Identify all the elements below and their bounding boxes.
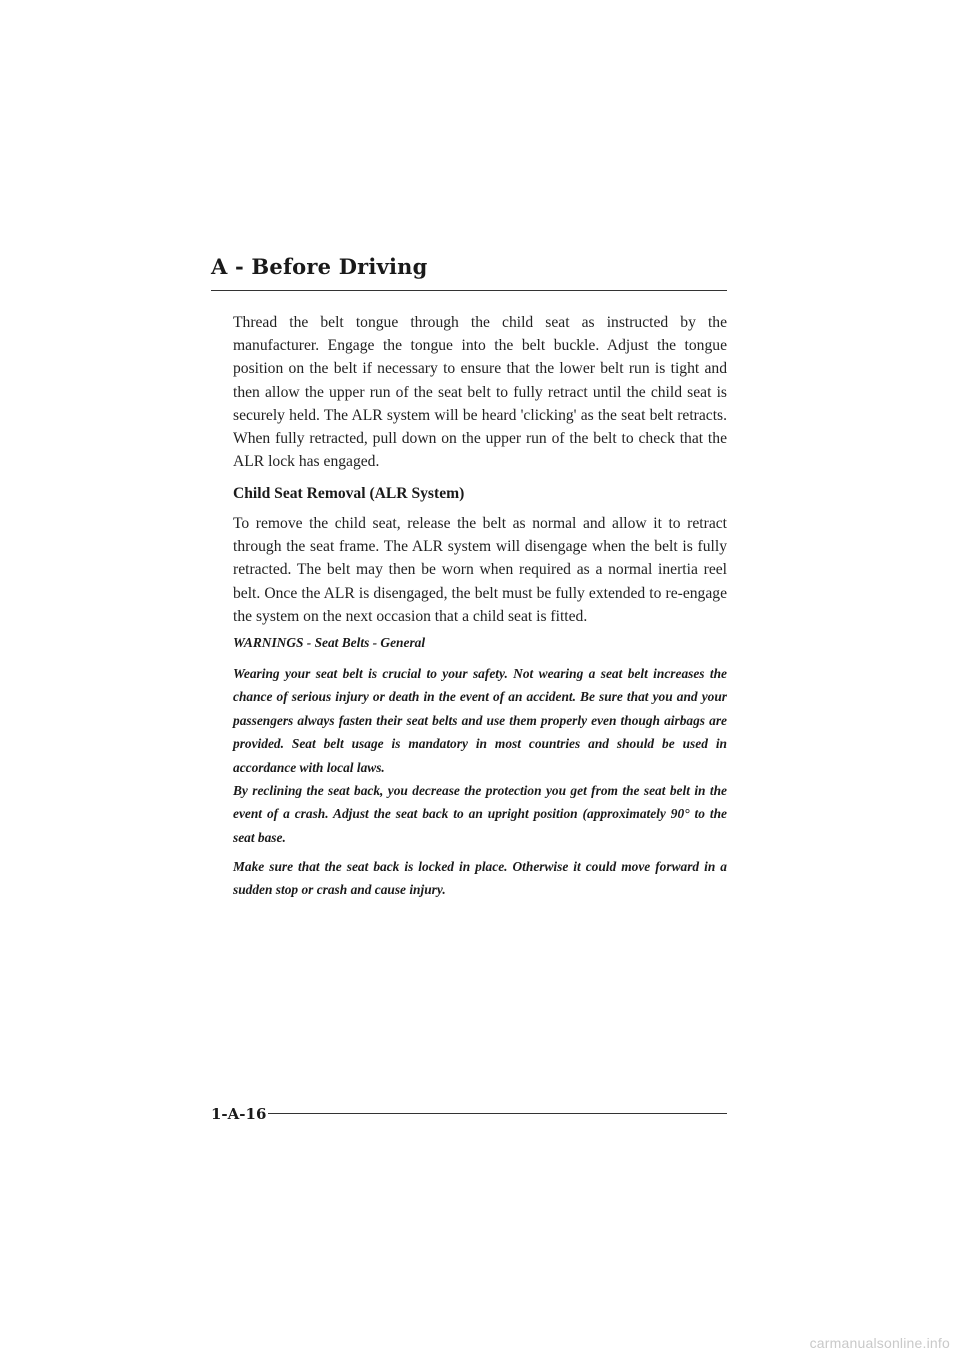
section-title: A - Before Driving [211, 254, 428, 279]
page-number: 1-A-16 [211, 1105, 267, 1123]
child-seat-removal-heading: Child Seat Removal (ALR System) [233, 485, 465, 502]
child-seat-removal-paragraph: To remove the child seat, release the belt as normal and allow it to retract through the seat frame. The ALR system will disengage when the belt is fully retracted. The belt may then be worn when required as a normal inertia reel belt. Once the ALR is disengaged, the belt must be fully extended to re-engage the system on the next occasion that a child seat is fitted. [233, 515, 727, 625]
footer-divider [268, 1113, 727, 1114]
warning-item-seat-belt-usage: Wearing your seat belt is crucial to your safety. Not wearing a seat belt increases the chance of serious injury or death in the event of an accident. Be sure that you and your passengers always fasten their seat belts and use them properly even though airbags are provided. Seat belt usage is mandatory in most countries and should be used in accordance with local laws. [233, 666, 727, 775]
warnings-title: WARNINGS - Seat Belts - General [233, 635, 426, 650]
warning-item-reclining-seat: By reclining the seat back, you decrease the protection you get from the seat belt in the event of a crash. Adjust the seat back to an upright position (approximately 90° to the seat base. [233, 783, 727, 845]
thread-belt-paragraph: Thread the belt tongue through the child seat as instructed by the manufacturer. Engage the tongue into the belt buckle. Adjust the tongue position on the belt if necessary to ensure that the lower belt run is tight and then allow the upper run of the seat belt to fully retract until the child seat is securely held. The ALR system will be heard 'clicking' as the seat belt retracts. When fully retracted, pull down on the upper run of the belt to check that the ALR lock has engaged. [233, 314, 727, 471]
warning-item-seat-lock: Make sure that the seat back is locked in place. Otherwise it could move forward in a sudden stop or crash and cause injury. [233, 859, 727, 898]
title-divider [211, 290, 727, 291]
watermark-text: carmanualsonline.info [809, 1335, 950, 1351]
